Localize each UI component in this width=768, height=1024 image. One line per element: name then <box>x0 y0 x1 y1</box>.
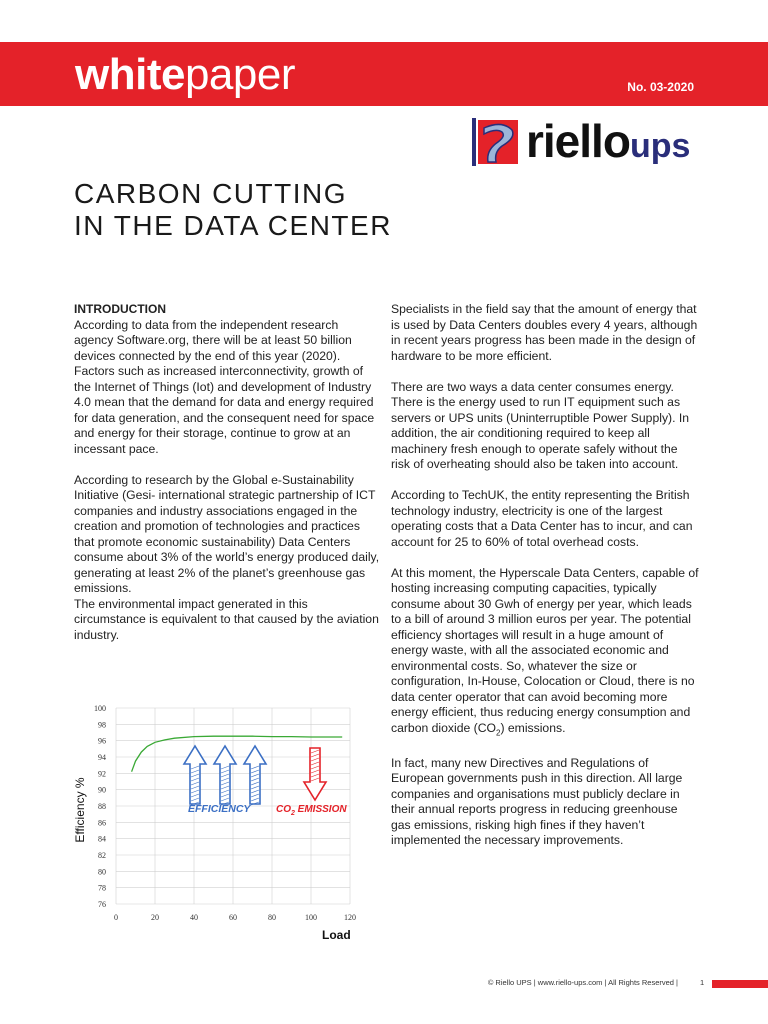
riello-mark-icon <box>472 114 522 168</box>
riello-logo <box>472 112 698 172</box>
y-axis-label: Efficiency % <box>73 777 87 843</box>
wordmark-light: paper <box>184 50 295 99</box>
y-tick-label: 100 <box>94 704 106 713</box>
x-tick-label: 40 <box>190 913 198 922</box>
y-tick-label: 78 <box>98 883 106 893</box>
logo-brand-text: riello <box>526 115 630 167</box>
x-tick-label: 0 <box>114 913 118 922</box>
x-tick-label: 100 <box>305 913 317 922</box>
paragraph <box>391 566 699 741</box>
y-tick-label: 76 <box>98 900 106 909</box>
paragraph-text: ) emissions. <box>500 720 566 735</box>
paragraph: The environmental impact generated in this circumstance is equivalent to that caused by the aviation industry. <box>74 596 379 642</box>
paragraph: According to data from the independent research agency Software.org, there will be at least 50 billion devices connected by the end of this year (2020). Factors such as increased interconnectivity, growth of the Internet of Things (Iot) and development of Industry 4.0 mean that the demand for data and energy required for data generation, and the consequent need for space and energy for their storage, continue to grow at an incessant pace. <box>74 317 375 456</box>
title-line-2: IN THE DATA CENTER <box>74 210 392 241</box>
footer-bar <box>712 980 768 988</box>
subscript: 2 <box>496 727 501 737</box>
wordmark-bold: white <box>75 50 185 99</box>
y-tick-label: 84 <box>98 834 106 844</box>
y-tick-label: 98 <box>98 720 106 730</box>
y-tick-label: 94 <box>98 753 106 762</box>
footer <box>0 976 768 990</box>
footer-text: © Riello UPS | www.riello-ups.com | All Rights Reserved | <box>487 978 678 987</box>
efficiency-label: EFFICIENCY <box>188 803 251 815</box>
whitepaper-wordmark <box>75 50 295 100</box>
paragraph: There are two ways a data center consumes energy. There is the energy used to run IT equipment such as servers or UPS units (Uninterruptible Power Supply). In addition, the air conditioning required to keep all machinery fresh enough to operate safely without the risk of overheating should also be taken into account. <box>391 379 690 471</box>
y-tick-label: 80 <box>98 867 106 877</box>
x-tick-label: 60 <box>229 913 237 922</box>
section-heading: INTRODUCTION <box>74 302 166 316</box>
paragraph: According to TechUK, the entity representing the British technology industry, electricity is one of the largest operating costs that a Data Center has to incur, and can account for 25 to 60% of total overhead costs. <box>391 488 693 549</box>
co2-emission-label: $CO_2$ EMISSION <box>276 804 347 817</box>
page-number: 1 <box>700 978 705 987</box>
issue-number: No. 03-2020 <box>627 80 694 94</box>
x-tick-label: 120 <box>344 913 356 922</box>
left-column <box>74 302 380 659</box>
paragraph: Specialists in the field say that the amount of energy that is used by Data Centers doubles every 4 years, although in recent years progress has been made in the design of hardware to be more efficient. <box>391 302 698 363</box>
document-title <box>74 178 392 242</box>
y-tick-label: 82 <box>98 851 106 860</box>
y-tick-label: 90 <box>98 785 106 795</box>
logo-ups-text: ups <box>630 127 691 165</box>
x-tick-label: 20 <box>151 913 159 922</box>
y-tick-label: 86 <box>98 818 106 828</box>
y-tick-label: 92 <box>98 769 106 779</box>
paragraph: In fact, many new Directives and Regulations of European governments push in this direction. All large companies and organisations must publicly declare in their annual reports progress in reducing greenhouse gas emissions, risking high fines if they haven’t implemented the necessary improvements. <box>391 755 683 848</box>
title-line-1: CARBON CUTTING <box>74 178 347 209</box>
efficiency-chart <box>70 700 370 950</box>
y-tick-label: 88 <box>98 802 106 811</box>
y-tick-label: 96 <box>98 736 106 746</box>
x-tick-label: 80 <box>268 913 276 922</box>
paragraph-text: At this moment, the Hyperscale Data Centers, capable of hosting increasing computing capacities, typically consume about 30 Gwh of energy per year, which leads to a bill of around 3 million euros per year. The potential efficiency shortages will result in a huge amount of energy waste, with all the associated economic and environmental costs. So, whatever the size or configuration, In-House, Colocation or Cloud, there is no data center operator that can avoid becoming more energy efficient, thus reducing energy consumption and carbon dioxide (CO <box>391 565 699 735</box>
paragraph: According to research by the Global e-Sustainability Initiative (Gesi- international strategic partnership of ICT companies and industry associations engaged in the creation and promotion of technologies and practices that promote economic sustainability) Data Centers consume about 3% of the world’s energy produced daily, generating at least 2% of the planet’s greenhouse gas emissions. <box>74 472 380 595</box>
right-column <box>391 302 699 864</box>
x-axis-label: Load <box>322 928 351 942</box>
